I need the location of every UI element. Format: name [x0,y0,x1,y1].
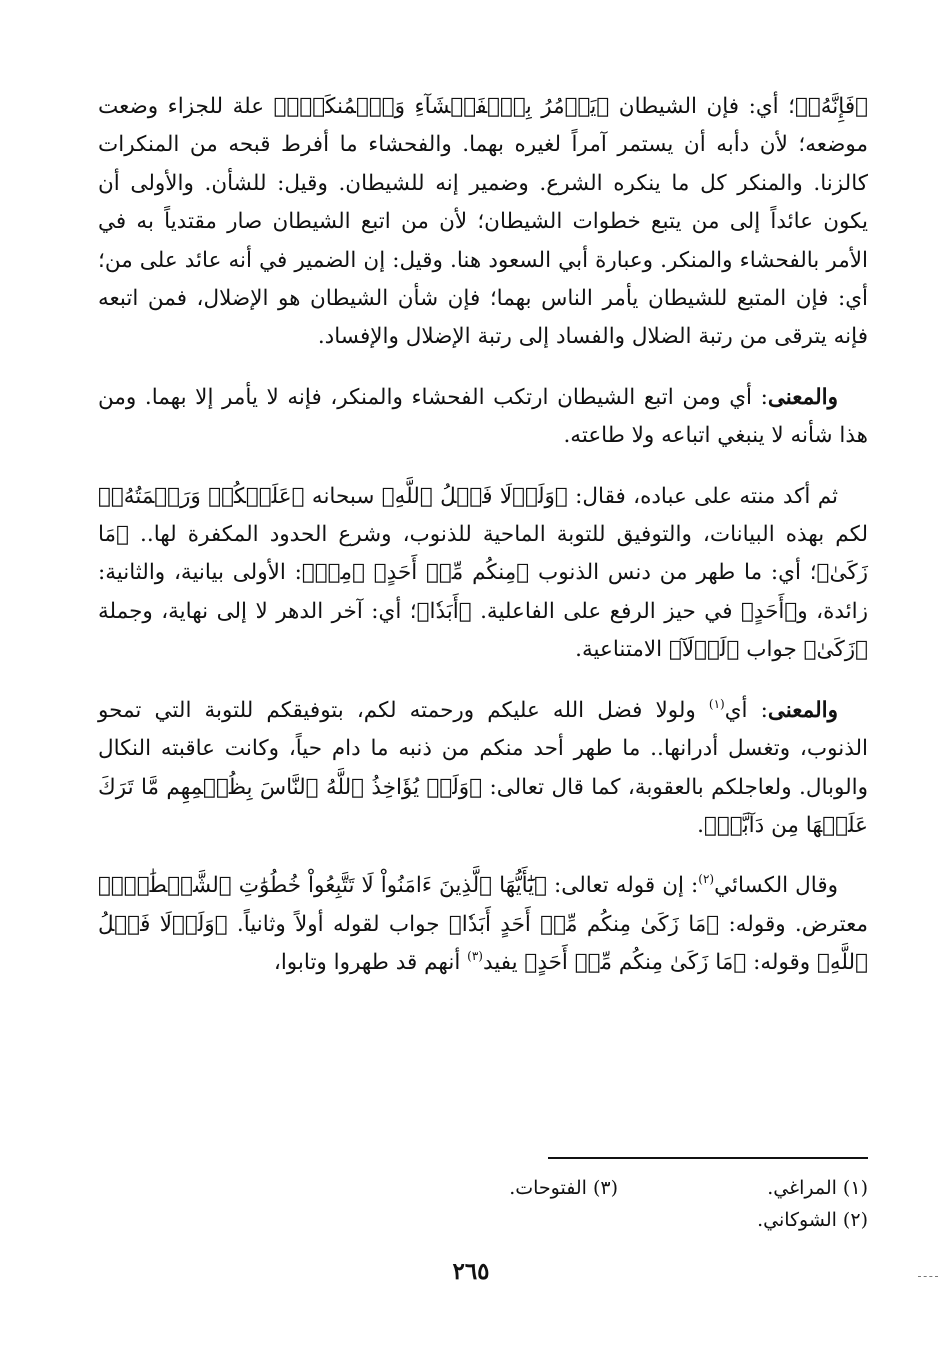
paragraph-4-text-before-footnote: : أي [724,697,768,723]
paragraph-3-text: ثم أكد منته على عباده، فقال: ﴿وَلَوۡلَا فَضۡلُ ٱللَّهِ﴾ سبحانه ﴿عَلَيۡكُمۡ وَرَحۡمَتُهُۥ﴾ لكم بهذه البيانات، والتوفيق للتوبة الماحية للذنوب، وشرع الحدود المكفرة لها.. ﴿مَا زَكَىٰ﴾؛ أي: ما طهر من دنس الذنوب ﴿مِنكُم مِّنۡ أَحَدٍ﴾ ﴿مِنۡ﴾: الأولى بيانية، والثانية: زائدة، و﴿أَحَدٍ﴾ في حيز الرفع على الفاعلية. ﴿أَبَدٗا﴾؛ أي: آخر الدهر لا إلى نهاية، وجملة ﴿زَكَىٰ﴾ جواب ﴿لَوۡلَآ﴾ الامتناعية. [98,483,868,663]
page-number: ٢٦٥ [452,1258,490,1285]
footnote-2: (٢) الشوكاني. [757,1209,868,1231]
footnote-separator [548,1157,868,1159]
footnote-ref-1[interactable]: (١) [708,696,725,711]
footnote-1: (١) المراغي. [767,1177,868,1199]
scan-edge-mark [918,1276,938,1277]
paragraph-5-text-c: أنهم قد طهروا وتابوا، [273,950,468,976]
paragraph-2-lead: والمعنى [767,384,838,410]
paragraph-5 [98,867,868,982]
main-text-body [98,88,868,1005]
paragraph-5-text-b: : إن قوله تعالى: ﴿يَٰٓأَيُّهَا ٱلَّذِينَ ءَامَنُواْ لَا تَتَّبِعُواْ خُطُوَٰتِ ٱلشَّيۡطَٰنِۚ﴾ معترض. وقوله: ﴿مَا زَكَىٰ مِنكُم مِّنۡ أَحَدٍ أَبَدٗا﴾ جواب لقوله أولاً وثانياً. ﴿وَلَوۡلَا فَضۡلُ ٱللَّهِ﴾ وقوله: ﴿مَا زَكَىٰ مِنكُم مِّنۡ أَحَدٍ﴾ يفيد [98,873,868,976]
paragraph-2-text: : أي ومن اتبع الشيطان ارتكب الفحشاء والمنكر، فإنه لا يأمر إلا بهما. ومن هذا شأنه لا ينبغي اتباعه ولا طاعته. [98,384,868,449]
paragraph-2 [98,379,868,456]
footnotes [240,1172,868,1236]
paragraph-4-text: ولولا فضل الله عليكم ورحمته لكم، بتوفيقكم للتوبة التي تمحو الذنوب، وتغسل أدرانها.. ما طهر أحد منكم من ذنبه ما دام حياً، وكانت عاقبته النكال والوبال. ولعاجلكم بالعقوبة، كما قال تعالى: ﴿وَلَوۡ يُؤَاخِذُ ٱللَّهُ ٱلنَّاسَ بِظُلۡمِهِم مَّا تَرَكَ عَلَيۡهَا مِن دَآبَّةٖ﴾. [98,697,868,838]
footnote-ref-3[interactable]: (٣) [467,949,483,964]
paragraph-3 [98,478,868,670]
paragraph-5-text-a: وقال الكسائي [714,873,838,899]
footnote-ref-2[interactable]: (٢) [698,872,715,887]
paragraph-1 [98,88,868,357]
footnote-row-2 [240,1204,868,1236]
footnote-3: (٣) الفتوحات. [509,1177,618,1199]
footnote-row-1 [240,1172,868,1204]
paragraph-4-lead: والمعنى [767,697,838,723]
paragraph-4 [98,692,868,846]
paragraph-1-text: ﴿فَإِنَّهُۥ﴾؛ أي: فإن الشيطان ﴿يَأۡمُرُ بِٱلۡفَحۡشَآءِ وَٱلۡمُنكَرِۚ﴾ علة للجزاء وضعت موضعه؛ لأن دأبه أن يستمر آمراً لغيره بهما. والفحشاء ما أفرط قبحه من المنكرات كالزنا. والمنكر كل ما ينكره الشرع. وضمير إنه للشيطان. وقيل: للشأن. والأولى أن يكون عائداً إلى من يتبع خطوات الشيطان؛ لأن من اتبع الشيطان صار مقتدياً به في الأمر بالفحشاء والمنكر. وعبارة أبي السعود هنا. وقيل: إن الضمير في أنه عائد على من؛ أي: فإن المتبع للشيطان يأمر الناس بهما؛ فإن شأن الشيطان هو الإضلال، فمن اتبعه فإنه يترقى من رتبة الضلال والفساد إلى رتبة الإضلال والإفساد. [98,94,868,350]
